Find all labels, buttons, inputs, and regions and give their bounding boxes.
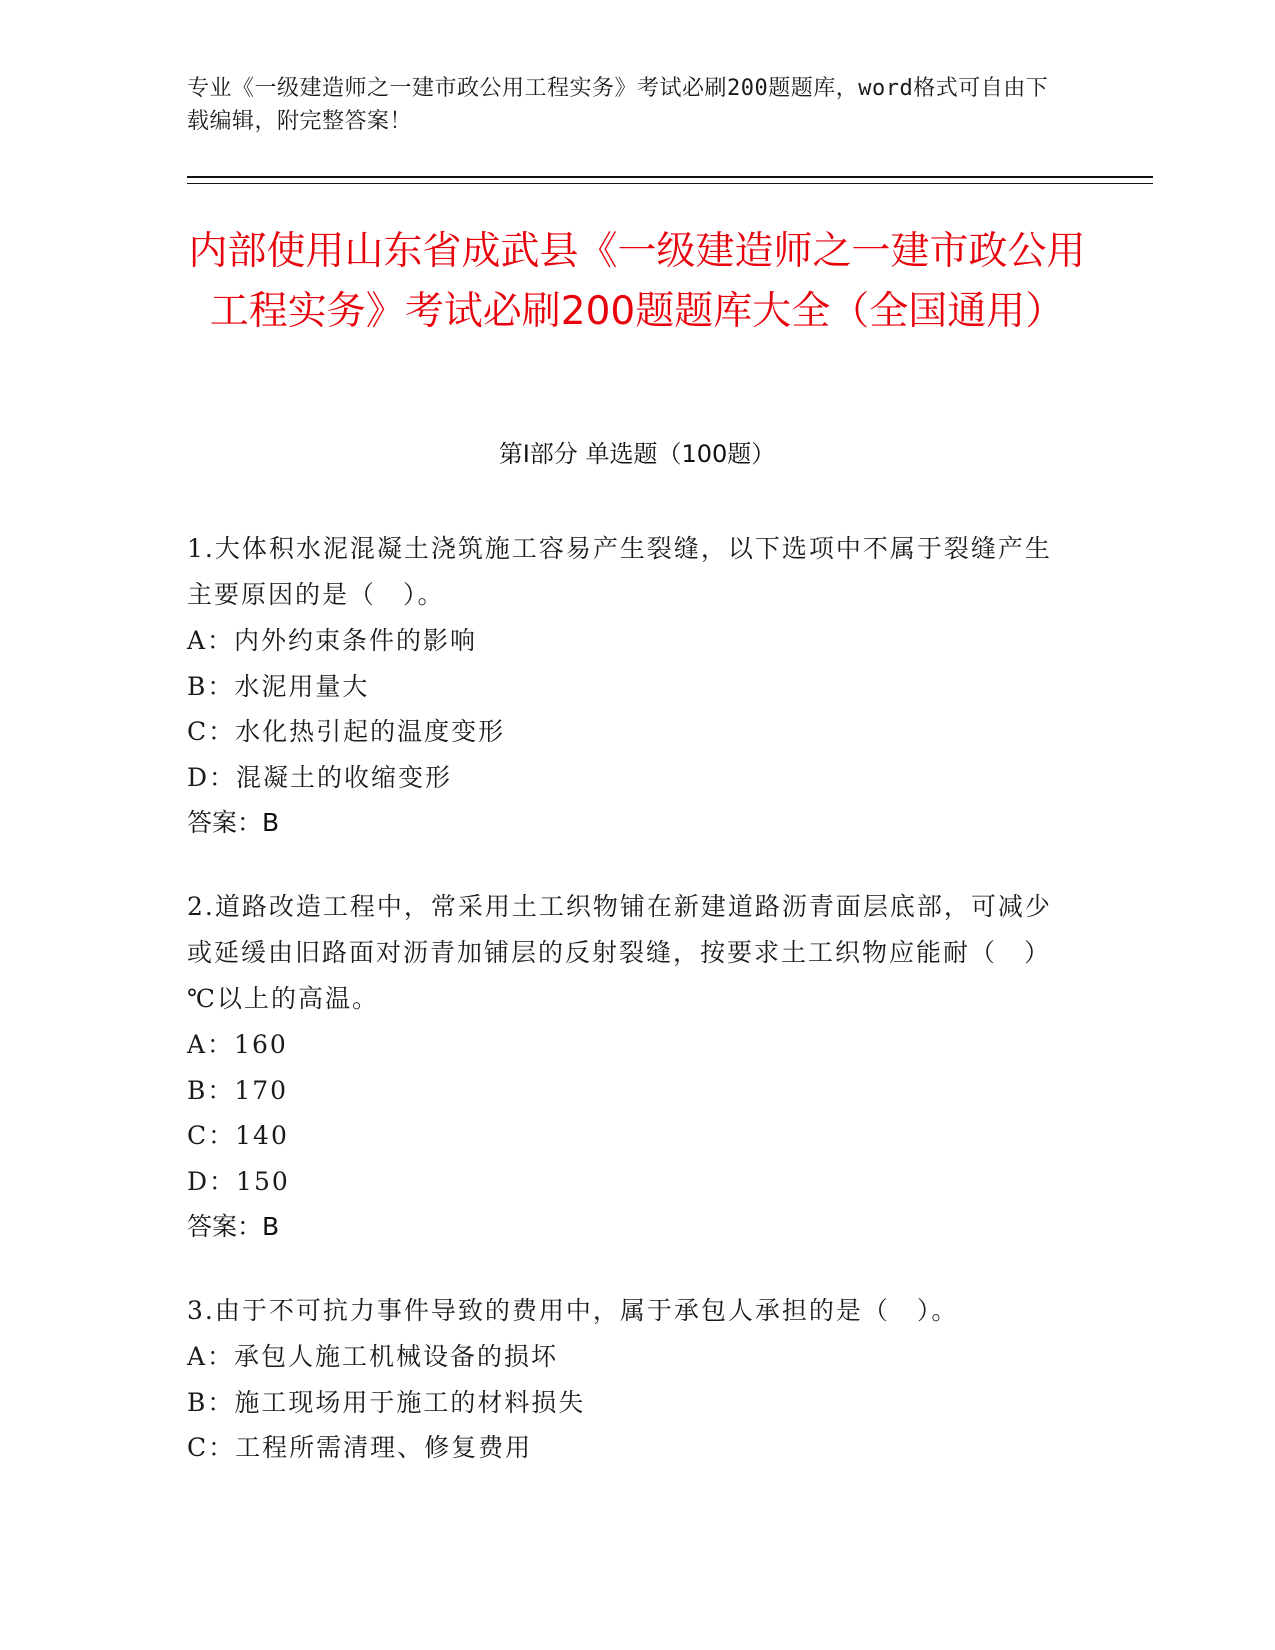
option-d: D：150 xyxy=(187,1166,290,1196)
option-c: C：水化热引起的温度变形 xyxy=(187,717,506,746)
option-b: B：水泥用量大 xyxy=(187,671,370,701)
option-b: B：施工现场用于施工的材料损失 xyxy=(187,1387,586,1417)
question-2 xyxy=(187,884,1067,1250)
question-list xyxy=(187,526,1067,1509)
option-a: A：内外约束条件的影响 xyxy=(187,626,478,655)
header-note: 专业《一级建造师之一建市政公用工程实务》考试必刷200题题库，word格式可自由下载编辑，附完整答案！ xyxy=(187,76,1049,134)
question-1 xyxy=(187,526,1067,846)
answer: 答案：B xyxy=(187,808,280,837)
document-title: 内部使用山东省成武县《一级建造师之一建市政公用工程实务》考试必刷200题题库大全（全国通用） xyxy=(188,229,1086,334)
option-d: D：混凝土的收缩变形 xyxy=(187,762,453,792)
question-stem: 3.由于不可抗力事件导致的费用中，属于承包人承担的是（ ）。 xyxy=(187,1296,959,1325)
header-divider-thin xyxy=(187,183,1153,184)
answer: 答案：B xyxy=(187,1212,280,1241)
header-divider xyxy=(187,176,1153,178)
question-stem: 2.道路改造工程中，常采用土工织物铺在新建道路沥青面层底部，可减少或延缓由旧路面对沥青加铺层的反射裂缝，按要求土工织物应能耐（ ）℃以上的高温。 xyxy=(187,892,1052,1013)
section-title: 第Ⅰ部分 单选题（100题） xyxy=(498,440,776,468)
question-stem: 1.大体积水泥混凝土浇筑施工容易产生裂缝，以下选项中不属于裂缝产生主要原因的是（ ）。 xyxy=(187,534,1052,609)
question-3 xyxy=(187,1288,1067,1471)
option-a: A：160 xyxy=(187,1030,288,1059)
option-c: C：工程所需清理、修复费用 xyxy=(187,1433,533,1462)
option-c: C：140 xyxy=(187,1121,289,1150)
option-a: A：承包人施工机械设备的损坏 xyxy=(187,1342,559,1371)
option-b: B：170 xyxy=(187,1075,289,1105)
